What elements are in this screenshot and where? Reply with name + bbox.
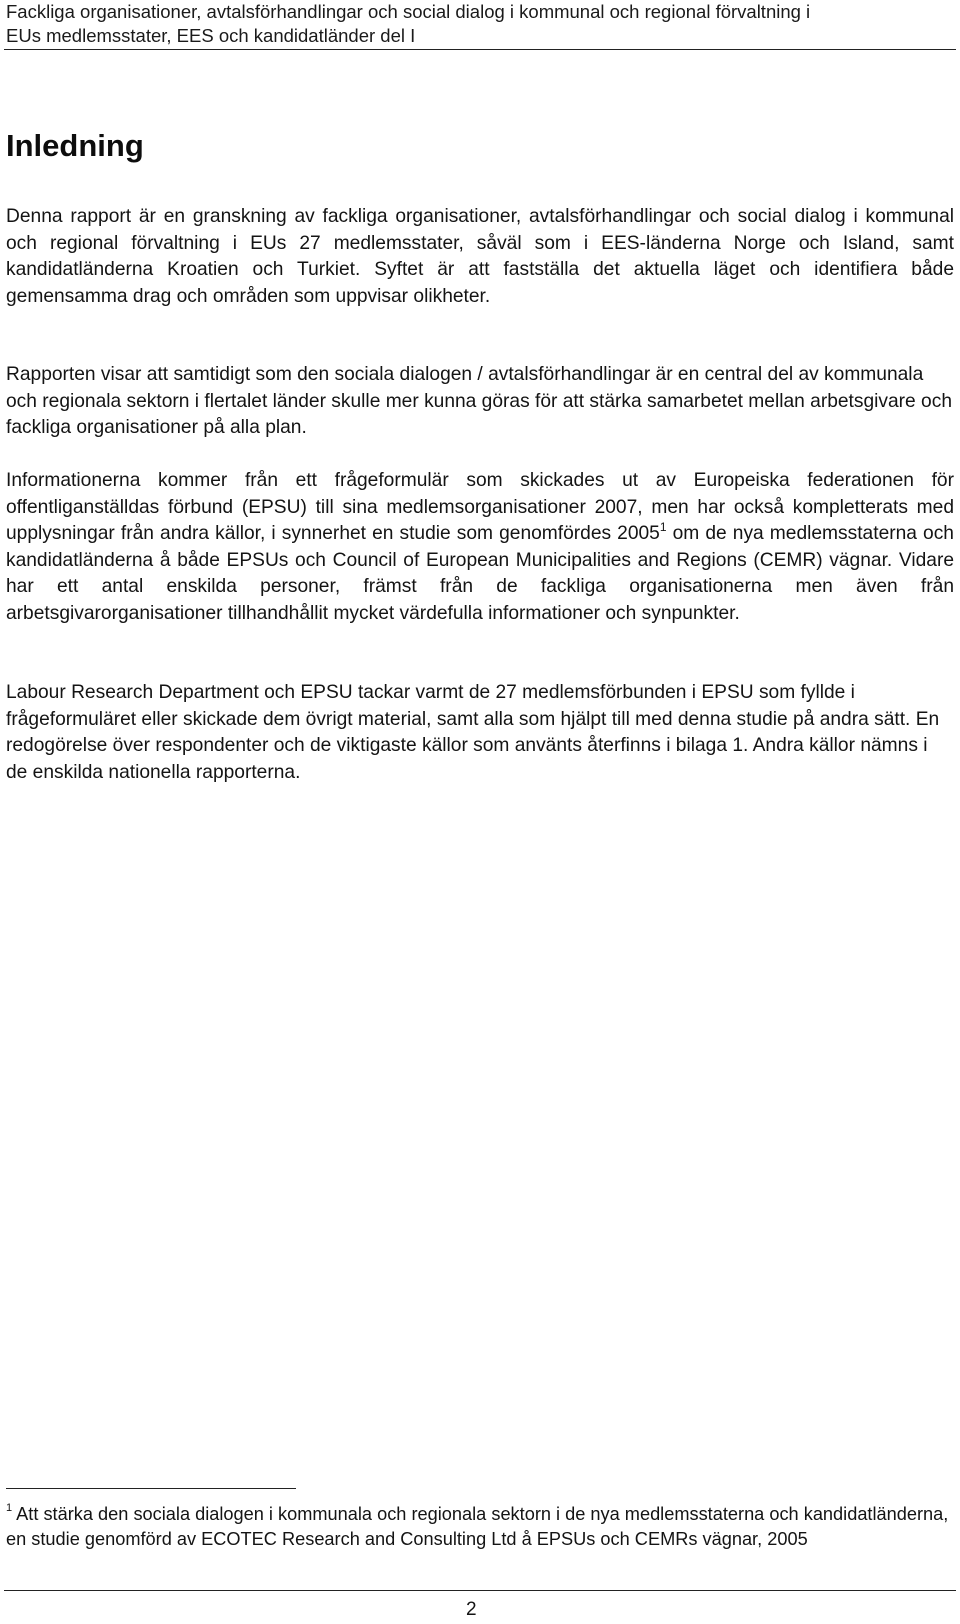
footer-divider bbox=[4, 1590, 956, 1591]
page-number: 2 bbox=[466, 1599, 477, 1620]
running-header-line-1: Fackliga organisationer, avtalsförhandlingar och social dialog i kommunal och regional förvaltning i bbox=[6, 1, 811, 22]
footnote-marker: 1 bbox=[6, 1502, 13, 1514]
footnote-reference[interactable]: 1 bbox=[659, 520, 667, 534]
paragraph-sources bbox=[6, 468, 954, 627]
footnote bbox=[6, 1502, 954, 1551]
header-divider bbox=[4, 49, 956, 50]
running-header bbox=[6, 0, 956, 48]
section-heading: Inledning bbox=[6, 128, 144, 163]
paragraph-intro: Denna rapport är en granskning av fackliga organisationer, avtalsförhandlingar och social dialog i kommunal och regional förvaltning i EUs 27 medlemsstater, såväl som i EES-länderna Norge och Island, samt kandidatländerna Kroatien och Turkiet. Syftet är att fastställa det aktuella läget och identifiera både gemensamma drag och områden som uppvisar olikheter. bbox=[6, 206, 954, 307]
running-header-line-2: EUs medlemsstater, EES och kandidatländer del I bbox=[6, 25, 416, 46]
footnote-divider bbox=[6, 1488, 296, 1489]
footnote-text: Att stärka den sociala dialogen i kommunala och regionala sektorn i de nya medlemsstaterna och kandidatländerna, en studie genomförd av ECOTEC Research and Consulting Ltd å EPSUs och CEMRs vägnar, 2005 bbox=[6, 1504, 949, 1549]
paragraph-sources-part-2: om de nya medlemsstaterna och kandidatländerna å både EPSUs och Council of European Municipalities and Regions (CEMR) vägnar. Vidare har ett antal enskilda personer, främst från de fackliga organisationerna men även från arbetsgivarorganisationer tillhandhållit mycket värdefulla informationer och synpunkter. bbox=[6, 523, 954, 624]
paragraph-findings: Rapporten visar att samtidigt som den sociala dialogen / avtalsförhandlingar är en central del av kommunala och regionala sektorn i flertalet länder skulle mer kunna göras för att stärka samarbetet mellan arbetsgivare och fackliga organisationer på alla plan. bbox=[6, 364, 952, 438]
paragraph-sources-part-1: Informationerna kommer från ett frågeformulär som skickades ut av Europeiska federationen för offentliganställdas förbund (EPSU) till sina medlemsorganisationer 2007, men har också kompletterats med upplysningar från andra källor, i synnerhet en studie som genomfördes 2005 bbox=[6, 470, 954, 544]
paragraph-acknowledgements: Labour Research Department och EPSU tackar varmt de 27 medlemsförbunden i EPSU som fyllde i frågeformuläret eller skickade dem övrigt material, samt alla som hjälpt till med denna studie på andra sätt. En redogörelse över respondenter och de viktigaste källor som använts återfinns i bilaga 1. Andra källor nämns i de enskilda nationella rapporterna. bbox=[6, 682, 940, 783]
